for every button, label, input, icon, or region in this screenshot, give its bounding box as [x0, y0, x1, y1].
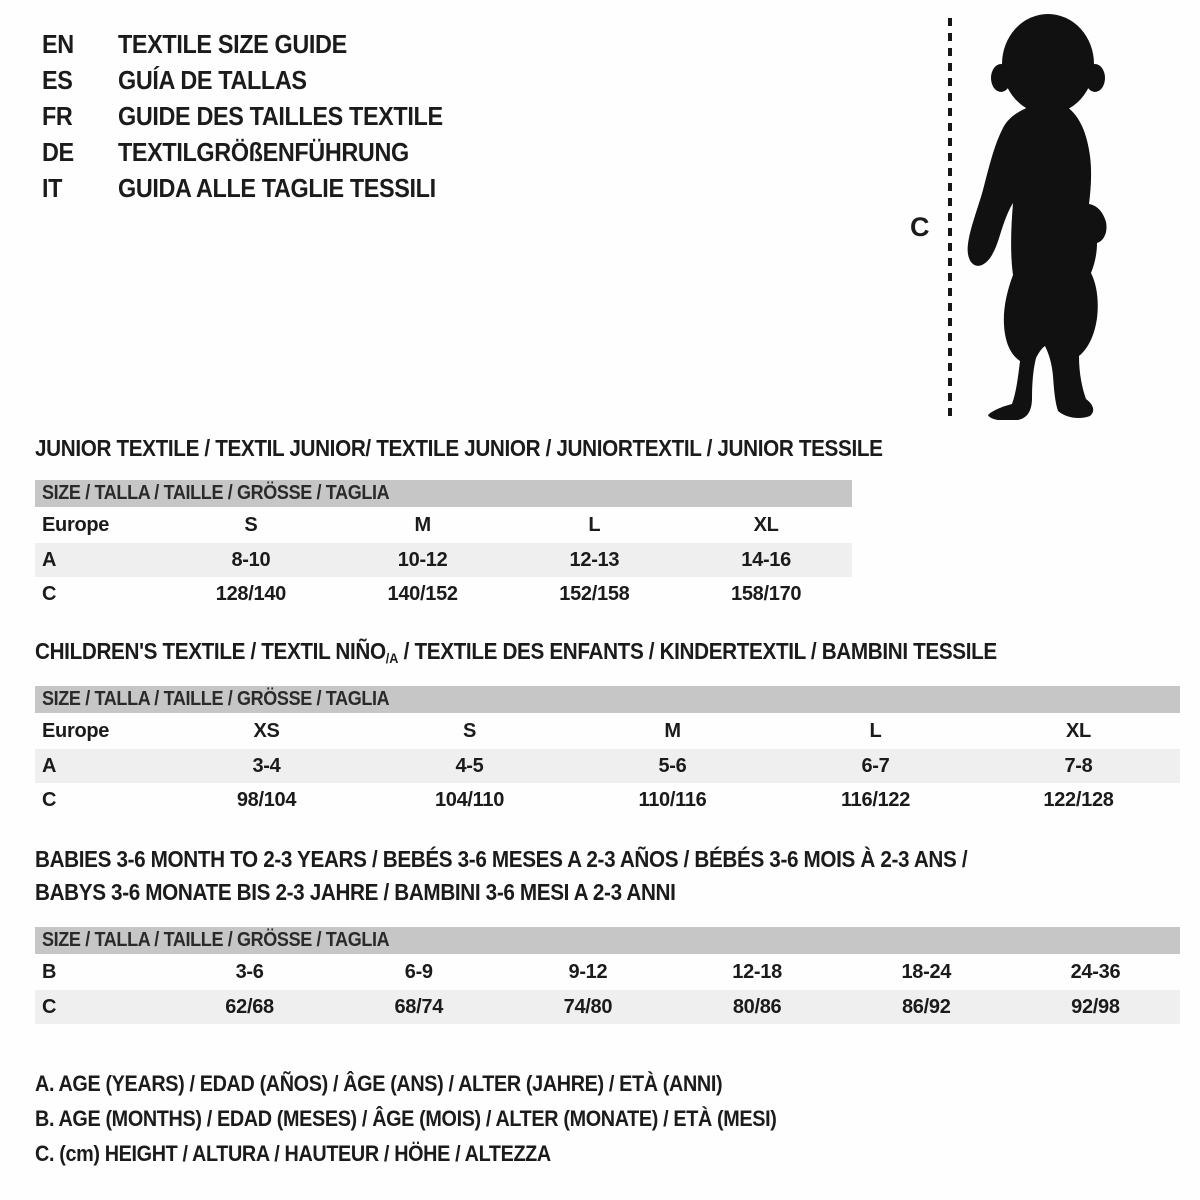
junior-section-title-text: JUNIOR TEXTILE / TEXTIL JUNIOR/ TEXTILE JUNIOR / JUNIORTEXTIL / JUNIOR TESSILE — [35, 435, 883, 461]
size-cell: 140/152 — [387, 582, 458, 605]
size-cell: 8-10 — [231, 548, 271, 571]
size-cell: 74/80 — [563, 995, 613, 1018]
row-label: Europe — [42, 513, 110, 536]
size-cell: 3-6 — [235, 960, 264, 983]
size-header-bar — [35, 686, 1180, 713]
size-cell: 12-13 — [569, 548, 620, 571]
language-row — [42, 98, 479, 134]
size-cell: 122/128 — [1043, 788, 1114, 811]
row-label: C — [42, 995, 57, 1018]
legend-line-c-text: C. (cm) HEIGHT / ALTURA / HAUTEUR / HÖHE / ALTEZZA — [35, 1141, 551, 1166]
junior-section-title — [35, 436, 1180, 460]
height-measure-line — [948, 18, 952, 416]
size-cell: 3-4 — [252, 754, 281, 777]
size-cell: M — [664, 719, 681, 742]
size-cell: 92/98 — [1071, 995, 1120, 1018]
size-cell: 98/104 — [236, 788, 297, 811]
legend-line-a-text: A. AGE (YEARS) / EDAD (AÑOS) / ÂGE (ANS) / ALTER (JAHRE) / ETÀ (ANNI) — [35, 1071, 723, 1096]
measurement-legend — [35, 1066, 1180, 1171]
size-cell: XL — [1066, 719, 1091, 742]
language-row — [42, 26, 479, 62]
table-row — [35, 990, 1180, 1024]
children-size-table — [35, 686, 1180, 817]
legend-line-b-text: B. AGE (MONTHS) / EDAD (MESES) / ÂGE (MOIS) / ALTER (MONATE) / ETÀ (MESI) — [35, 1106, 777, 1131]
size-cell: 6-7 — [861, 754, 890, 777]
size-cell: 128/140 — [215, 582, 286, 605]
table-row — [35, 577, 852, 611]
size-cell: 9-12 — [568, 960, 608, 983]
toddler-silhouette-icon — [960, 12, 1140, 420]
size-cell: 14-16 — [741, 548, 791, 571]
size-cell: 5-6 — [658, 754, 687, 777]
children-section-title-text — [35, 639, 997, 666]
babies-size-table — [35, 927, 1180, 1024]
children-textile-section — [35, 639, 1180, 817]
language-title: GUÍA DE TALLAS — [118, 64, 307, 95]
children-title-suffix: / TEXTILE DES ENFANTS / KINDERTEXTIL / BAMBINI TESSILE — [398, 638, 997, 664]
size-cell: L — [869, 719, 882, 742]
language-row — [42, 134, 479, 170]
size-cell: M — [414, 513, 431, 536]
table-row — [35, 713, 1180, 749]
babies-title-line1-text: BABIES 3-6 MONTH TO 2-3 YEARS / BEBÉS 3-6 MESES A 2-3 AÑOS / BÉBÉS 3-6 MOIS À 2-3 ANS / — [35, 846, 968, 872]
language-code: FR — [42, 100, 73, 131]
size-cell: 10-12 — [397, 548, 448, 571]
row-label: A — [42, 754, 57, 777]
junior-size-table — [35, 480, 852, 611]
size-cell: 4-5 — [455, 754, 484, 777]
row-label: A — [42, 548, 57, 571]
size-cell: 116/122 — [840, 788, 911, 811]
language-code: ES — [42, 64, 73, 95]
measure-label-c: C — [910, 212, 930, 242]
language-row — [42, 170, 479, 206]
size-header-bar — [35, 927, 1180, 954]
language-row — [42, 62, 479, 98]
size-cell: 12-18 — [732, 960, 782, 983]
size-cell: 80/86 — [732, 995, 782, 1018]
size-cell: 158/170 — [731, 582, 802, 605]
language-title: TEXTILGRÖßENFÜHRUNG — [118, 136, 409, 167]
legend-line-c — [35, 1136, 1180, 1171]
size-guide-content — [35, 436, 1180, 1171]
size-cell: 110/116 — [638, 788, 707, 811]
size-cell: S — [462, 719, 477, 742]
size-cell: XL — [753, 513, 779, 536]
size-cell: 62/68 — [225, 995, 274, 1018]
language-code: EN — [42, 28, 74, 59]
size-header-bar — [35, 480, 852, 507]
size-cell: 7-8 — [1064, 754, 1093, 777]
row-label: Europe — [42, 719, 110, 742]
size-cell: 24-36 — [1070, 960, 1121, 983]
size-header-label: SIZE / TALLA / TAILLE / GRÖSSE / TAGLIA — [42, 929, 390, 951]
size-cell: S — [244, 513, 258, 536]
legend-line-a — [35, 1066, 1180, 1101]
size-cell: 86/92 — [901, 995, 951, 1018]
babies-section-title-line2 — [35, 876, 1180, 909]
babies-textile-section — [35, 843, 1180, 1024]
language-code: IT — [42, 172, 63, 203]
size-cell: 104/110 — [434, 788, 505, 811]
size-cell: 68/74 — [394, 995, 444, 1018]
junior-textile-section — [35, 436, 1180, 611]
language-title: GUIDA ALLE TAGLIE TESSILI — [118, 172, 436, 203]
legend-line-b — [35, 1101, 1180, 1136]
row-label: B — [42, 960, 57, 983]
language-list — [42, 26, 479, 206]
table-row — [35, 954, 1180, 990]
size-cell: 6-9 — [404, 960, 433, 983]
row-label: C — [42, 582, 57, 605]
size-cell: XS — [253, 719, 280, 742]
language-title: TEXTILE SIZE GUIDE — [118, 28, 347, 59]
language-code: DE — [42, 136, 74, 167]
size-header-label: SIZE / TALLA / TAILLE / GRÖSSE / TAGLIA — [42, 688, 390, 710]
size-cell: 18-24 — [901, 960, 952, 983]
table-row — [35, 543, 852, 577]
babies-section-title-line1 — [35, 843, 1180, 876]
table-row — [35, 783, 1180, 817]
language-title: GUIDE DES TAILLES TEXTILE — [118, 100, 443, 131]
children-title-subscript: /A — [385, 650, 399, 666]
size-header-label: SIZE / TALLA / TAILLE / GRÖSSE / TAGLIA — [42, 482, 390, 504]
table-row — [35, 749, 1180, 783]
children-title-prefix: CHILDREN'S TEXTILE / TEXTIL NIÑO — [35, 638, 386, 664]
children-section-title — [35, 639, 1180, 666]
row-label: C — [42, 788, 57, 811]
size-cell: 152/158 — [559, 582, 630, 605]
babies-title-line2-text: BABYS 3-6 MONATE BIS 2-3 JAHRE / BAMBINI 3-6 MESI A 2-3 ANNI — [35, 879, 676, 905]
size-cell: L — [588, 513, 601, 536]
table-row — [35, 507, 852, 543]
